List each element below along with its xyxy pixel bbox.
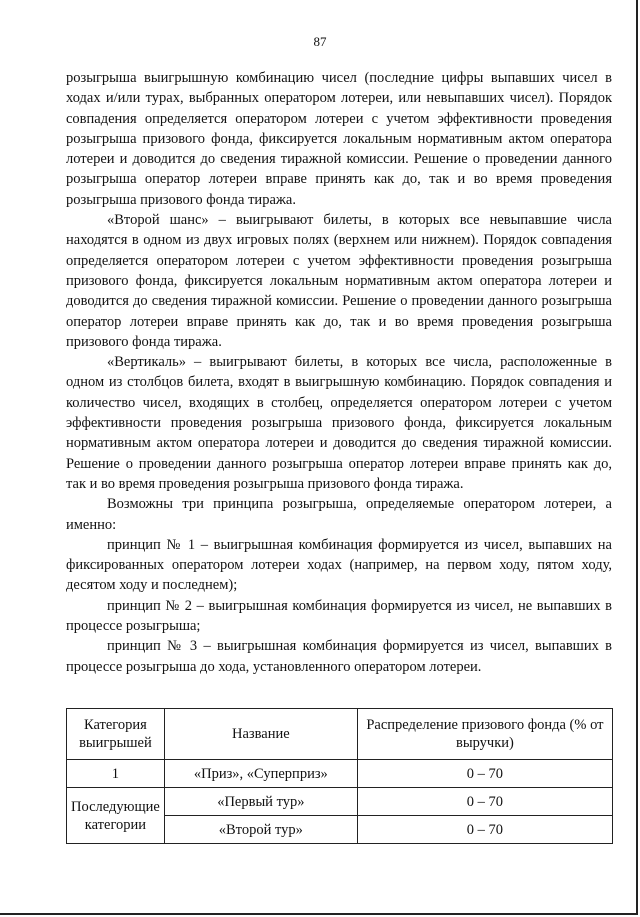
paragraph-vertical: «Вертикаль» – выигрывают билеты, в которых все числа, расположенные в одном из столбцов билета, входят в выигрышную комбинацию. Порядок совпадения и количество чисел, входящих в столбец, определяется оператором лотереи с учетом эффективности проведения розыгрыша призового фонда, фиксируется локальным нормативным актом оператора лотереи и доводится до сведения тиражной комиссии. Решение о проведении данного розыгрыша оператор лотереи вправе принять как до, так и во время проведения розыгрыша призового фонда тиража.: [66, 354, 612, 492]
cell-share: 0 – 70: [357, 816, 612, 844]
paragraph-principle-1: принцип № 1 – выигрышная комбинация формируется из чисел, выпавших на фиксированных оператором лотереи ходах (например, на первом ходу, пятом ходу, десятом ходу и последнем);: [66, 536, 612, 594]
page-number: 87: [313, 34, 327, 49]
cell-name: «Первый тур»: [164, 788, 357, 816]
cell-category-subsequent: Последующие категории: [67, 788, 165, 844]
paragraph-second-chance: «Второй шанс» – выигрывают билеты, в которых все невыпавшие числа находятся в одном из двух игровых полях (верхнем или нижнем). Порядок совпадения определяется оператором лотереи с учетом эффективности проведения розыгрыша призового фонда, фиксируется локальным нормативным актом оператора лотереи и доводится до сведения тиражной комиссии. Решение о проведении данного розыгрыша оператор лотереи вправе принять как до, так и во время проведения розыгрыша призового фонда тиража.: [66, 212, 612, 350]
table-row: [67, 788, 613, 816]
paragraph-principles-intro: Возможны три принципа розыгрыша, определяемые оператором лотереи, а именно:: [66, 496, 612, 533]
table-row: [67, 760, 613, 788]
cell-share: 0 – 70: [357, 788, 612, 816]
header-name: Название: [164, 709, 357, 760]
header-distribution: Распределение призового фонда (% от выручки): [357, 709, 612, 760]
header-category: Категория выигрышей: [67, 709, 165, 760]
prize-distribution-table: [66, 708, 613, 844]
cell-name: «Приз», «Суперприз»: [164, 760, 357, 788]
table-header-row: [67, 709, 613, 760]
document-body: [66, 68, 612, 677]
paragraph-principle-3: принцип № 3 – выигрышная комбинация формируется из чисел, выпавших в процессе розыгрыша до хода, установленного оператором лотереи.: [66, 638, 612, 675]
cell-share: 0 – 70: [357, 760, 612, 788]
paragraph-principle-2: принцип № 2 – выигрышная комбинация формируется из чисел, не выпавших в процессе розыгрыша;: [66, 597, 612, 635]
cell-name: «Второй тур»: [164, 816, 357, 844]
paragraph-1: розыгрыша выигрышную комбинацию чисел (последние цифры выпавших чисел в ходах и/или турах, выбранных оператором лотереи, или невыпавших чисел). Порядок совпадения определяется оператором лотереи с учетом эффективности проведения розыгрыша призового фонда, фиксируется локальным нормативным актом оператора лотереи и доводится до сведения тиражной комиссии. Решение о проведении данного розыгрыша оператор лотереи вправе принять как до, так и во время проведения розыгрыша призового фонда тиража.: [66, 70, 612, 208]
cell-category: 1: [67, 760, 165, 788]
